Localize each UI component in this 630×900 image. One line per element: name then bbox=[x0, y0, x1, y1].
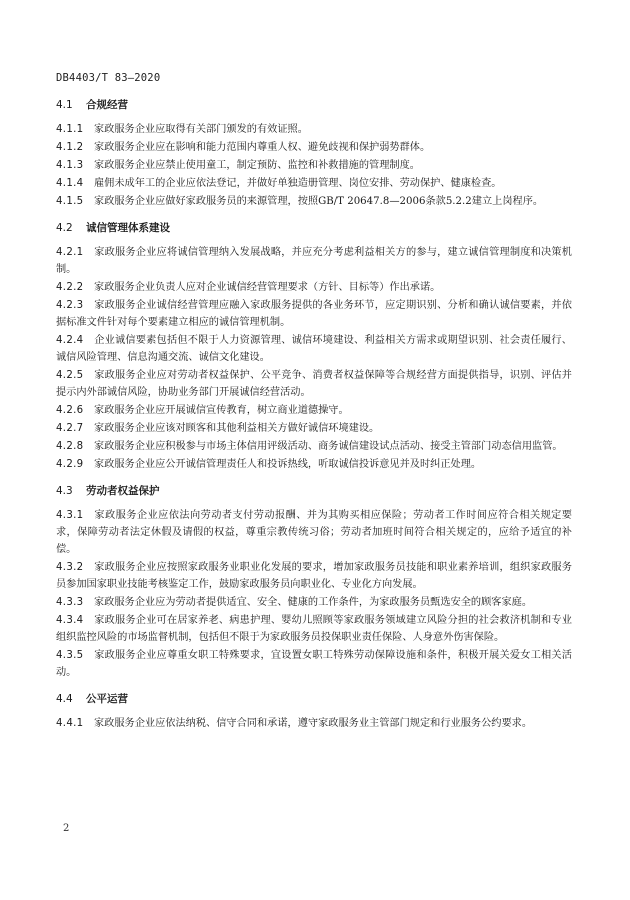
clause-number: 4.2.1 bbox=[56, 247, 84, 258]
clause bbox=[56, 715, 572, 732]
clause-number: 4.3.3 bbox=[56, 597, 84, 608]
clause-number: 4.1.5 bbox=[56, 196, 84, 207]
clause-number: 4.1.4 bbox=[56, 178, 84, 189]
clause bbox=[56, 402, 572, 419]
section bbox=[56, 97, 572, 210]
clause-text: 家政服务企业应依法纳税、信守合同和承诺，遵守家政服务业主管部门规定和行业服务公约要求。 bbox=[94, 718, 533, 729]
section-heading bbox=[56, 691, 572, 708]
section-title: 诚信管理体系建设 bbox=[86, 222, 170, 234]
clause-text: 家政服务企业应该对顾客和其他利益相关方做好诚信环境建设。 bbox=[94, 423, 380, 434]
section-number: 4.2 bbox=[56, 222, 73, 234]
clause-text: 家政服务企业应按照家政服务业职业化发展的要求，增加家政服务员技能和职业素养培训，组织家政服务员参加国家职业技能考核鉴定工作，鼓励家政服务员向职业化、专业化方向发展。 bbox=[56, 562, 572, 590]
clause bbox=[56, 612, 572, 646]
clause bbox=[56, 594, 572, 611]
clause-text: 家政服务企业应为劳动者提供适宜、安全、健康的工作条件，为家政服务员甄选安全的顾客家庭。 bbox=[94, 597, 533, 608]
clause bbox=[56, 507, 572, 558]
clause-text: 家政服务企业应依法向劳动者支付劳动报酬、并为其购买相应保险；劳动者工作时间应符合相关规定要求，保障劳动者法定休假及请假的权益，尊重宗教传统习俗；劳动者加班时间符合相关规定的，应给予适宜的补偿。 bbox=[56, 510, 572, 555]
clause-number: 4.2.6 bbox=[56, 405, 84, 416]
clause-number: 4.3.2 bbox=[56, 562, 84, 573]
clause-text: 家政服务企业应在影响和能力范围内尊重人权、避免歧视和保护弱势群体。 bbox=[94, 142, 431, 153]
clause-number: 4.2.8 bbox=[56, 441, 84, 452]
clause-number: 4.1.1 bbox=[56, 124, 84, 135]
clause-number: 4.2.3 bbox=[56, 300, 84, 311]
clause-text: 家政服务企业应公开诚信管理责任人和投诉热线，听取诚信投诉意见并及时纠正处理。 bbox=[94, 459, 482, 470]
clause-text: 家政服务企业应将诚信管理纳入发展战略，并应充分考虑利益相关方的参与，建立诚信管理制度和决策机制。 bbox=[56, 247, 572, 275]
clause-number: 4.3.4 bbox=[56, 615, 84, 626]
page-number: 2 bbox=[63, 823, 70, 834]
document-body bbox=[56, 97, 572, 742]
section-heading bbox=[56, 220, 572, 237]
clause-number: 4.3.1 bbox=[56, 510, 84, 521]
clause-number: 4.4.1 bbox=[56, 718, 84, 729]
clause-text: 企业诚信要素包括但不限于人力资源管理、诚信环境建设、利益相关方需求或期望识别、社会责任履行、诚信风险管理、信息沟通交流、诚信文化建设。 bbox=[56, 335, 572, 363]
clause bbox=[56, 139, 572, 156]
clause bbox=[56, 420, 572, 437]
clause-text: 家政服务企业应对劳动者权益保护、公平竞争、消费者权益保障等合规经营方面提供指导，识别、评估并提示内外部诚信风险，协助业务部门开展诚信经营活动。 bbox=[56, 370, 572, 398]
clause-number: 4.1.3 bbox=[56, 160, 84, 171]
clause-text: 家政服务企业应做好家政服务员的来源管理，按照GB/T 20647.8—2006条款5.2.2建立上岗程序。 bbox=[94, 196, 544, 207]
section-number: 4.4 bbox=[56, 693, 73, 705]
clause-number: 4.2.4 bbox=[56, 335, 84, 346]
clause bbox=[56, 332, 572, 366]
clause bbox=[56, 456, 572, 473]
clause-text: 家政服务企业诚信经营管理应融入家政服务提供的各业务环节，应定期识别、分析和确认诚信要素，并依据标准文件针对每个要素建立相应的诚信管理机制。 bbox=[56, 300, 572, 328]
clause bbox=[56, 647, 572, 681]
clause-text: 家政服务企业应禁止使用童工，制定预防、监控和补救措施的管理制度。 bbox=[94, 160, 420, 171]
clause-text: 家政服务企业负责人应对企业诚信经营管理要求（方针、目标等）作出承诺。 bbox=[94, 282, 441, 293]
clause-text: 家政服务企业应尊重女职工特殊要求，宜设置女职工特殊劳动保障设施和条件，积极开展关爱女工相关活动。 bbox=[56, 650, 572, 678]
clause bbox=[56, 175, 572, 192]
clause-number: 4.2.9 bbox=[56, 459, 84, 470]
clause-text: 家政服务企业应取得有关部门颁发的有效证照。 bbox=[94, 124, 308, 135]
clause bbox=[56, 121, 572, 138]
document-code: DB4403/T 83—2020 bbox=[56, 72, 161, 84]
clause-number: 4.2.7 bbox=[56, 423, 84, 434]
clause-text: 家政服务企业应开展诚信宣传教育，树立商业道德操守。 bbox=[94, 405, 349, 416]
clause bbox=[56, 244, 572, 278]
clause bbox=[56, 367, 572, 401]
clause bbox=[56, 438, 572, 455]
section-heading bbox=[56, 97, 572, 114]
section-title: 公平运营 bbox=[86, 693, 128, 705]
section-title: 合规经营 bbox=[86, 99, 128, 111]
section bbox=[56, 220, 572, 473]
section-title: 劳动者权益保护 bbox=[86, 485, 160, 497]
section-heading bbox=[56, 483, 572, 500]
clause-number: 4.3.5 bbox=[56, 650, 84, 661]
section bbox=[56, 483, 572, 681]
clause-text: 雇佣未成年工的企业应依法登记，并做好单独造册管理、岗位安排、劳动保护、健康检查。 bbox=[94, 178, 502, 189]
clause bbox=[56, 297, 572, 331]
clause bbox=[56, 559, 572, 593]
clause-number: 4.2.5 bbox=[56, 370, 84, 381]
section-number: 4.1 bbox=[56, 99, 73, 111]
section bbox=[56, 691, 572, 732]
clause bbox=[56, 193, 572, 210]
clause-text: 家政服务企业应积极参与市场主体信用评级活动、商务诚信建设试点活动、接受主管部门动态信用监管。 bbox=[94, 441, 563, 452]
clause-number: 4.2.2 bbox=[56, 282, 84, 293]
section-number: 4.3 bbox=[56, 485, 73, 497]
clause bbox=[56, 279, 572, 296]
clause bbox=[56, 157, 572, 174]
clause-number: 4.1.2 bbox=[56, 142, 84, 153]
clause-text: 家政服务企业可在居家养老、病患护理、婴幼儿照顾等家政服务领域建立风险分担的社会救济机制和专业组织监控风险的市场监督机制，包括但不限于为家政服务员投保职业责任保险、人身意外伤害保险。 bbox=[56, 615, 572, 643]
